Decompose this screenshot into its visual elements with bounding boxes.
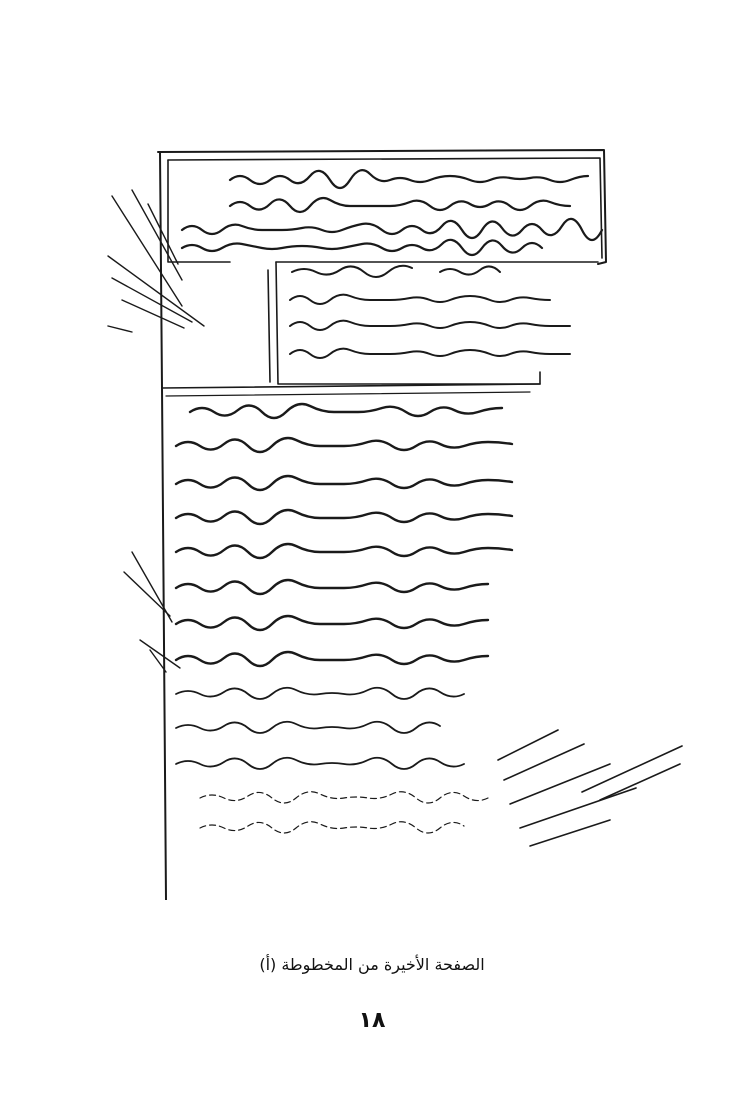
figure-caption: الصفحة الأخيرة من المخطوطة (أ) [259,955,485,974]
page-number: ١٨ [358,1008,386,1033]
